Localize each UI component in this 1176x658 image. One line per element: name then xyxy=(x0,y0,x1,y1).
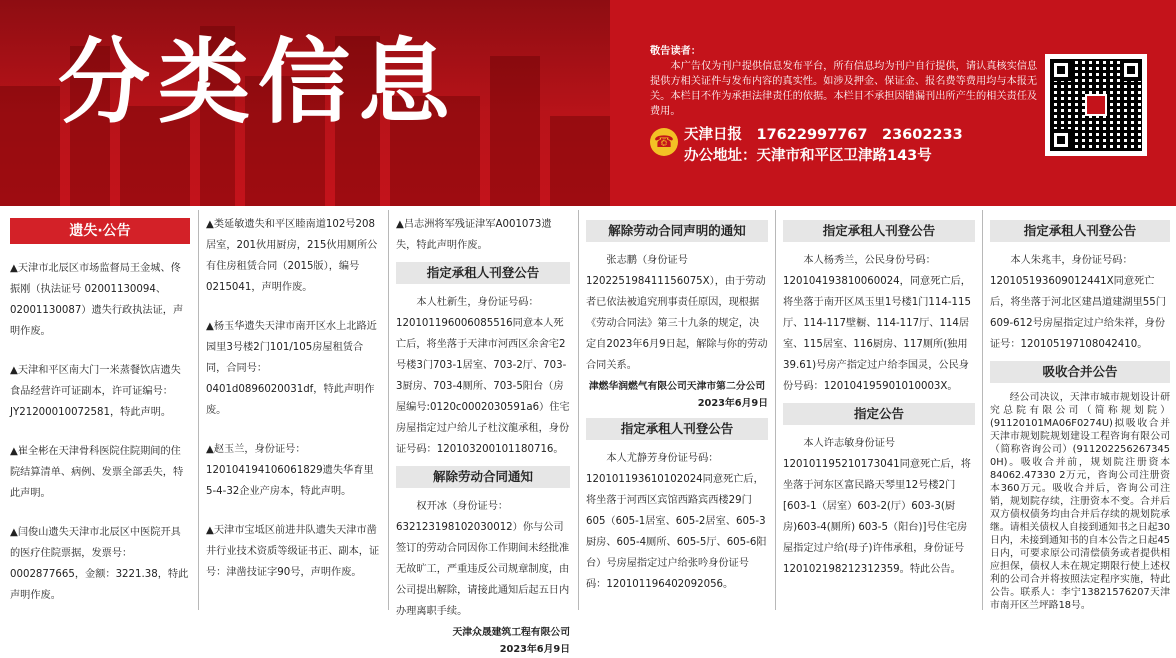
qr-code-icon[interactable] xyxy=(1045,54,1147,156)
column-2 xyxy=(206,206,380,614)
section-header: 指定承租人刊登公告 xyxy=(783,220,975,242)
column-divider xyxy=(578,210,579,610)
section-body: 本人杨秀兰，公民身份号码：120104193810060024，同意死亡后，将坐落于南开区凤玉里1号楼1门114-115厅、114-117壁橱、114-117厅、114居室、115居室、116厨房、117厕所(独用39.61)号房产指定过户给李国灵，公民身份号码：120104195901010003X。 xyxy=(783,255,971,392)
section-header: 指定承租人刊登公告 xyxy=(396,262,570,284)
company-signature: 津燃华润燃气有限公司天津市第二分公司 xyxy=(588,381,766,392)
section-header: 解除劳动合同通知 xyxy=(396,466,570,488)
company-signature: 天津众晟建筑工程有限公司 xyxy=(452,627,570,638)
phone-icon: ☎ xyxy=(650,128,678,156)
section-body: 本人许志敏身份证号120101195210173041同意死亡后，将坐落于河东区富民路天琴里12号楼2门[603-1（居室）603-2(厅）603-3(厨房)603-4(厕所) 603-5（阳台)]号住宅房屋指定过户给(母子)许伟承租，身份证号120102198212312359。特此公告。 xyxy=(783,438,971,575)
banner xyxy=(0,0,1176,206)
skyline-building xyxy=(0,86,60,206)
notice-item: ▲赵玉兰，身份证号：120104194106061829遗失华育里5-4-32企业产房本，特此声明。 xyxy=(206,444,374,497)
skyline-building xyxy=(550,116,610,206)
contact-info xyxy=(684,125,963,167)
section-body: 权开冰（身份证号：632123198102030012）你与公司签订的劳动合同因你工作期间未经批准无故旷工，严重违反公司规章制度，由公司提出解除，请接此通知后起五日内办理离职手续。 xyxy=(396,501,570,617)
reader-notice xyxy=(650,44,1042,119)
column-divider xyxy=(198,210,199,610)
banner-title: 分类信息 xyxy=(58,29,459,136)
qr-logo-icon xyxy=(1085,94,1107,116)
notice-item: ▲天津市北辰区市场监督局王金城、佟振刚（执法证号 02001130094、02001130087）遗失行政执法证，声明作废。 xyxy=(10,263,184,337)
notice-item: ▲天津和平区南大门一米蒸餐饮店遗失食品经营许可证副本，许可证编号：JY21200010072581，特此声明。 xyxy=(10,365,181,418)
notice-date: 2023年6月9日 xyxy=(697,398,768,409)
column-6 xyxy=(990,206,1170,614)
skyline-building xyxy=(490,56,540,206)
column-divider xyxy=(388,210,389,610)
section-header: 指定承租人刊登公告 xyxy=(586,418,768,440)
column-1 xyxy=(10,206,190,614)
section-body: 经公司决议，天津市城市规划设计研究总院有限公司（简称规划院）(91120101MA06F0274U)拟吸收合并天津市规划院规划建设工程咨询有限公司（简称咨询公司）(911202256267345 0H)。吸收合并前，规划院注册资本84062.47330 2万元，咨询公司注册资本360万元。吸收合并后，咨询公司注销，规划院存续，注册资本不变。合并后双方债权债务均由合并后存续的规划院承继。请相关债权人自接到通知书之日起30日内，未接到通知书的自本公告之日起45日内，可要求原公司清偿债务或者提供相应担保，债权人未在规定期限行使上述权利的公司合并将按照法定程序实施，特此公告。联系人：李宁13821576207天津市南开区兰坪路18号。 xyxy=(990,392,1170,611)
section-header: 解除劳动合同声明的通知 xyxy=(586,220,768,242)
section-body: 本人尤静芳身份证号码：120101193610102024同意死亡后，将坐落于河西区宾馆西路宾西楼29门605（605-1居室、605-2居室、605-3厨房、605-4厕所、605-5厅、605-6阳台）号房屋指定过户给张吟身份证号码：120101196402092056。 xyxy=(586,453,767,590)
column-divider xyxy=(982,210,983,610)
notice-item: ▲闫俊山遗失天津市北辰区中医院开具的医疗住院票据，发票号：0002877665，金额：3221.38，特此声明作废。 xyxy=(10,527,189,601)
notice-item: ▲崔全彬在天津骨科医院住院期间的住院结算清单、病例、发票全部丢失，特此声明。 xyxy=(10,446,184,499)
contact-phone: 天津日报 17622997767 23602233 xyxy=(684,127,963,143)
notice-item: ▲类延敏遗失和平区睦南道102号208居室，201伙用厨房，215伙用厕所公有住房租赁合同（2015版），编号0215041，声明作废。 xyxy=(206,219,378,293)
notice-heading: 敬告读者： xyxy=(650,46,701,57)
section-header: 指定公告 xyxy=(783,403,975,425)
column-4 xyxy=(586,206,768,614)
notice-item: ▲杨玉华遗失天津市南开区水上北路近园里3号楼2门101/105房屋租赁合同，合同号：0401d0896020031df，特此声明作废。 xyxy=(206,321,377,416)
lost-notice-header: 遗失·公告 xyxy=(10,218,190,244)
contact-address: 办公地址：天津市和平区卫津路143号 xyxy=(684,148,932,164)
section-body: 本人朱兆丰，身份证号码：120105193609012441X同意死亡后，将坐落于河北区建昌道建湖里55门609-612号房屋指定过户给朱祥，身份证号：120105197108042410。 xyxy=(990,255,1166,350)
notice-item: ▲天津市宝坻区前进井队遗失天津市凿井行业技术资质等级证书正、副本，证号：津凿技证字90号，声明作废。 xyxy=(206,525,380,578)
notice-item: ▲吕志洲将军残证津军A001073遗失，特此声明作废。 xyxy=(396,219,552,251)
column-3 xyxy=(396,206,570,655)
column-divider xyxy=(775,210,776,610)
section-header: 指定承租人刊登公告 xyxy=(990,220,1170,242)
notice-body: 本广告仅为刊户提供信息发布平台，所有信息均为刊户自行提供，请认真核实信息提供方相关证件与发布内容的真实性。如涉及押金、保证金、报名费等费用均与本报无关。本栏目不作为承担法律责任的依据。本栏目不承担因错漏刊出所产生的相关责任及费用。 xyxy=(650,61,1038,117)
section-body: 张志鹏（身份证号120225198411156075X），由于劳动者已依法被追究刑事责任原因，现根据《劳动合同法》第三十九条的规定，决定自2023年6月9日起，解除与你的劳动合同关系。 xyxy=(586,255,768,371)
section-body: 本人杜新生，身份证号码：120101196006085516同意本人死亡后，将坐落于天津市河西区余舍宅2号楼3门703-1居室、703-2厅、703-3厨房、703-4厕所、703-5阳台（房屋编号:0120c0002030591a6）住宅房屋指定过户给儿子杜汶龍承租，身份证号码：120103200101180716。 xyxy=(396,297,570,455)
section-header: 吸收合并公告 xyxy=(990,361,1170,383)
notice-date: 2023年6月9日 xyxy=(499,644,570,655)
column-5 xyxy=(783,206,975,614)
